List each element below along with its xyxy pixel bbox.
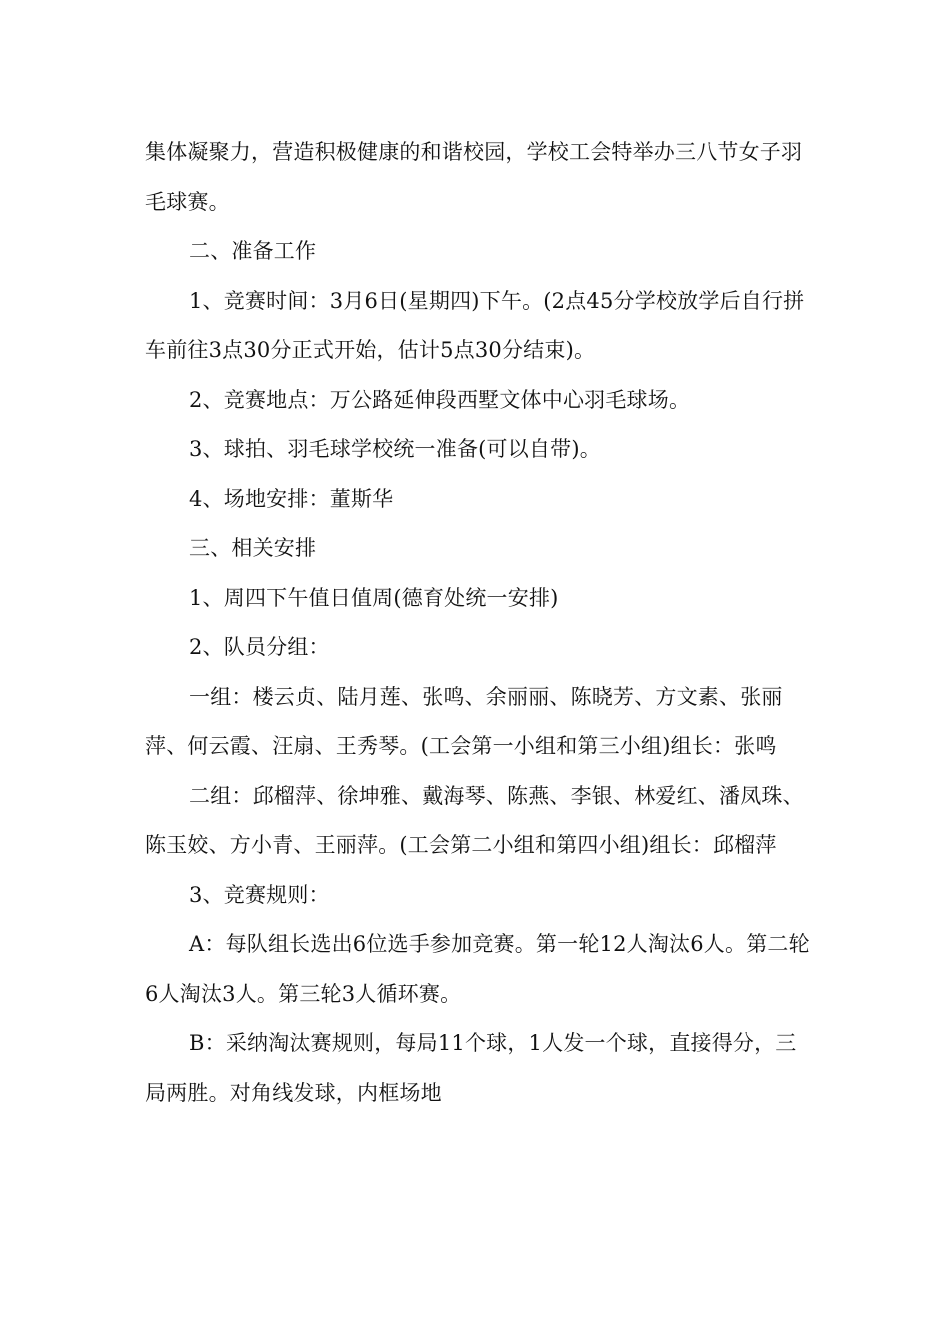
paragraph-competition-venue: 2、竞赛地点：万公路延伸段西墅文体中心羽毛球场。 [189,387,691,412]
paragraph-group-two: 二组：邱榴萍、徐坤雅、戴海琴、陈燕、李银、林爱红、潘凤珠、陈玉姣、方小青、王丽萍。(工会第二小组和第四小组)组长：邱榴萍 [145,783,804,857]
paragraph-rule-b: B：采纳淘汰赛规则，每局11个球，1人发一个球，直接得分，三局两胜。对角线发球，内框场地 [145,1031,797,1105]
paragraph-team-grouping: 2、队员分组： [189,635,330,659]
section-heading-preparation: 二、准备工作 [189,239,317,263]
paragraph-venue-arrangement: 4、场地安排：董斯华 [189,486,394,511]
paragraph-rule-a: A：每队组长选出6位选手参加竞赛。第一轮12人淘汰6人。第二轮6人淘汰3人。第三轮3人循环赛。 [145,932,810,1006]
document-body [145,128,815,1118]
paragraph-duty-schedule: 1、周四下午值日值周(德育处统一安排) [189,585,559,610]
section-heading-arrangements: 三、相关安排 [189,536,317,560]
paragraph-equipment: 3、球拍、羽毛球学校统一准备(可以自带)。 [189,437,601,461]
paragraph-competition-time: 1、竞赛时间：3月6日(星期四)下午。(2点45分学校放学后自行拼车前往3点30分正式开始，估计5点30分结束)。 [145,288,805,362]
paragraph-group-one: 一组：楼云贞、陆月莲、张鸣、余丽丽、陈晓芳、方文素、张丽萍、何云霞、汪扇、王秀琴。(工会第一小组和第三小组)组长：张鸣 [145,684,783,758]
paragraph-intro-continuation: 集体凝聚力，营造积极健康的和谐校园，学校工会特举办三八节女子羽毛球赛。 [145,140,803,214]
paragraph-rules-heading: 3、竞赛规则： [189,882,330,907]
